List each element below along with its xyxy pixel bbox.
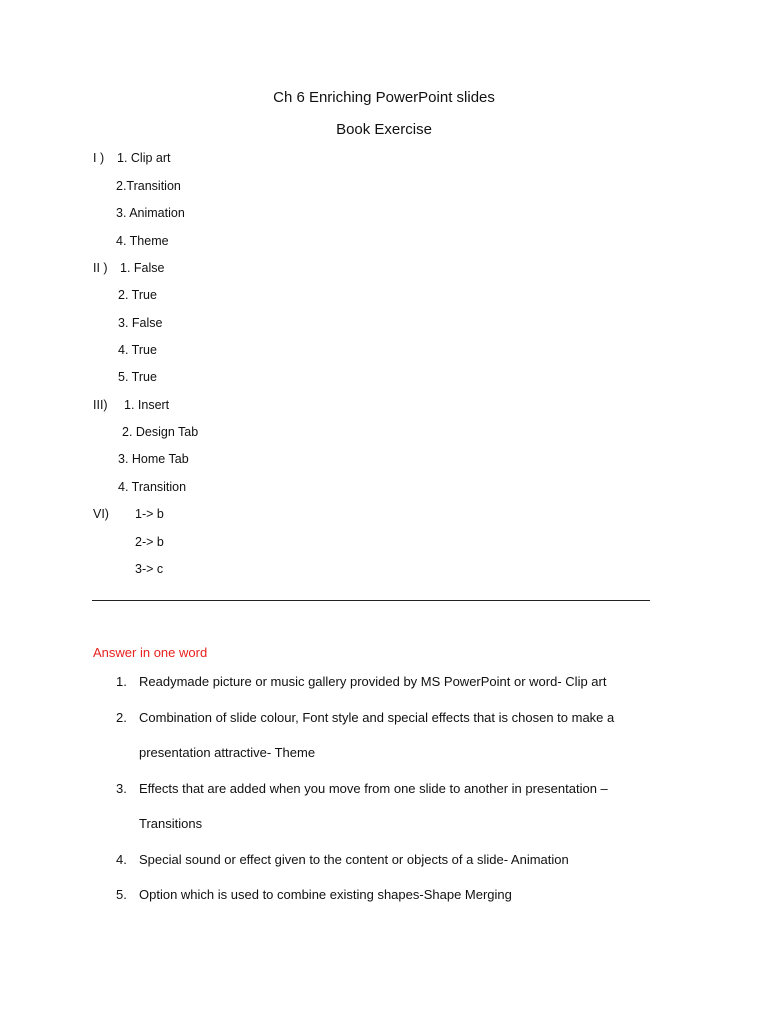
answer-section-heading: Answer in one word <box>93 645 208 660</box>
section-label-vi: VI) <box>93 507 109 521</box>
answer-item-text: Combination of slide colour, Font style and special effects that is chosen to make a <box>139 710 615 725</box>
section-label-i: I ) <box>93 151 105 165</box>
list-item: 4. Transition <box>118 480 187 494</box>
list-item: 3-> c <box>135 562 164 576</box>
list-item: 3. Animation <box>116 206 185 220</box>
list-item: 3. False <box>118 316 163 330</box>
list-item: 1. Clip art <box>117 151 171 165</box>
answer-item-text-continued: Transitions <box>139 816 203 831</box>
list-item: 2-> b <box>135 535 164 549</box>
list-item: 2. Design Tab <box>122 425 199 439</box>
list-item: 1. Insert <box>124 398 170 412</box>
document-subtitle: Book Exercise <box>336 121 432 138</box>
list-item: 1-> b <box>135 507 164 521</box>
list-item: 4. Theme <box>116 234 169 248</box>
list-item: 4. True <box>118 343 157 357</box>
horizontal-divider <box>92 600 650 601</box>
answer-item-number: 5. <box>116 887 127 902</box>
answer-item-number: 2. <box>116 710 127 725</box>
list-item: 2.Transition <box>116 179 181 193</box>
document-title: Ch 6 Enriching PowerPoint slides <box>273 89 495 106</box>
answer-item-text-continued: presentation attractive- Theme <box>139 745 316 760</box>
answer-item-number: 3. <box>116 781 127 796</box>
section-label-ii: II ) <box>93 261 108 275</box>
list-item: 1. False <box>120 261 165 275</box>
answer-item-number: 1. <box>116 674 127 689</box>
list-item: 2. True <box>118 288 157 302</box>
section-label-iii: III) <box>93 398 108 412</box>
answer-item-text: Option which is used to combine existing shapes-Shape Merging <box>139 887 512 902</box>
list-item: 3. Home Tab <box>118 452 189 466</box>
answer-item-number: 4. <box>116 852 127 867</box>
answer-item-text: Effects that are added when you move from one slide to another in presentation – <box>139 781 608 796</box>
answer-item-text: Readymade picture or music gallery provided by MS PowerPoint or word- Clip art <box>139 674 607 689</box>
list-item: 5. True <box>118 370 157 384</box>
answer-item-text: Special sound or effect given to the content or objects of a slide- Animation <box>139 852 569 867</box>
